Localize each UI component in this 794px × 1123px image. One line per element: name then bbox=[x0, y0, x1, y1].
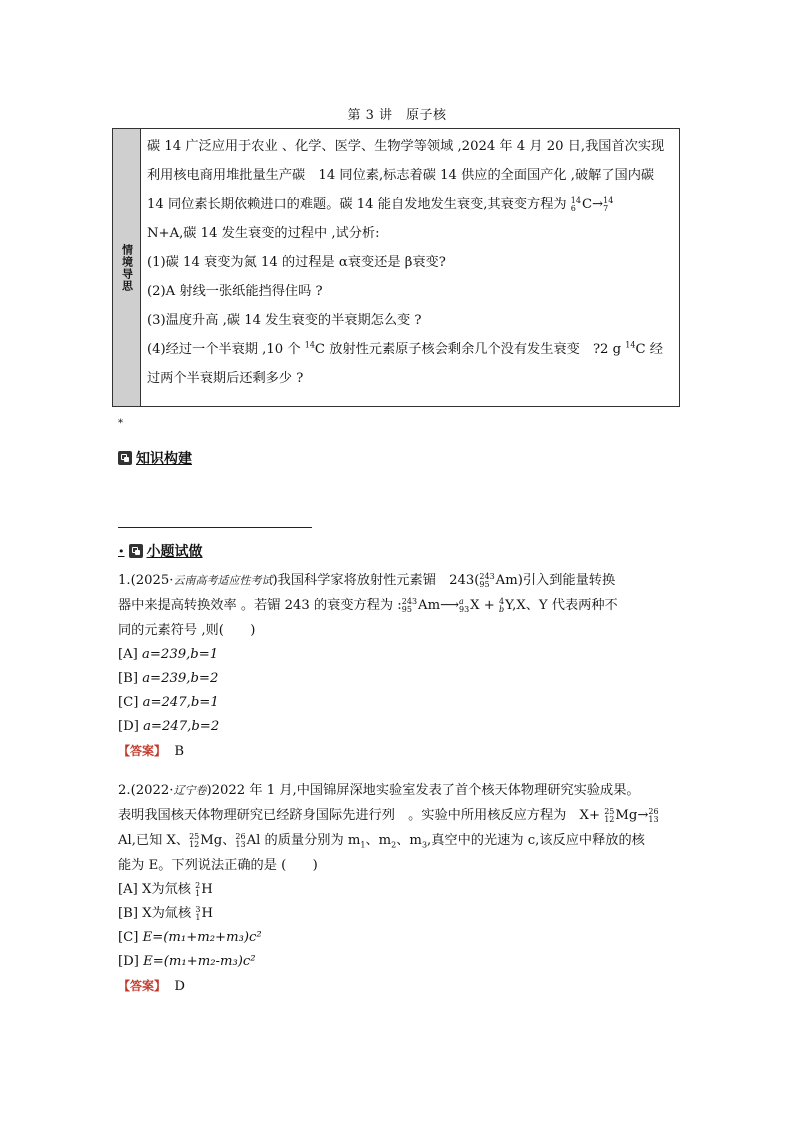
option-c[interactable]: [C] a=247,b=1 bbox=[118, 695, 219, 710]
problem-line: Al,已知 X、 25 12 Mg、 26 13 Al 的质量分别为 $m_1$、$m_2$、$m_3$,真空中的光速为 c,该反应中释放的核 bbox=[118, 831, 645, 850]
page-title: 第 3 讲 原子核 bbox=[347, 108, 447, 123]
problem-line: 1.(2025·云南高考适应性考试)我国科学家将放射性元素镅 243( 243 95 Am)引入到能量转换 bbox=[118, 571, 616, 589]
question-3: (3)温度升高 ,碳 14 发生衰变的半衰期怎么变 ? bbox=[147, 313, 422, 328]
problem-line: 表明我国核天体物理研究已经跻身国际先进行列 。实验中所用核反应方程为 X+ 25 12 Mg→ 26 13 bbox=[118, 806, 659, 824]
star-mark: * bbox=[118, 418, 123, 429]
isotope-c14: 14 6 bbox=[570, 195, 581, 213]
isotope-am243: 243 95 bbox=[401, 596, 418, 614]
section-icon bbox=[118, 451, 132, 465]
isotope-am243: 243 95 bbox=[479, 571, 495, 589]
problem-line: 能为 E。下列说法正确的是 ( ) bbox=[118, 858, 318, 873]
answer-line: 【答案】 D bbox=[118, 979, 185, 994]
option-b[interactable]: [B] a=239,b=2 bbox=[118, 671, 219, 686]
isotope-y: 4 b bbox=[499, 596, 505, 614]
isotope-h2: 2 1 bbox=[195, 880, 201, 898]
question-4-cont: 过两个半衰期后还剩多少 ? bbox=[147, 371, 304, 386]
isotope-mg25: 25 12 bbox=[189, 831, 200, 849]
question-2: (2)A 射线一张纸能挡得住吗 ? bbox=[147, 284, 323, 299]
divider bbox=[118, 527, 312, 528]
isotope-x: a 93 bbox=[458, 596, 470, 614]
context-side-label: 情境导思 bbox=[113, 129, 141, 406]
option-b[interactable]: [B] X为氚核 3 1 H bbox=[118, 904, 213, 922]
option-a[interactable]: [A] X为氘核 2 1 H bbox=[118, 880, 213, 898]
answer-value: D bbox=[174, 979, 185, 994]
option-d[interactable]: [D] E=(m₁+m₂-m₃)c² bbox=[118, 954, 256, 969]
problem-source: 辽宁卷 bbox=[173, 784, 207, 797]
isotope-al26: 26 13 bbox=[235, 831, 246, 849]
section-icon bbox=[129, 544, 143, 558]
problem-line: 2.(2022·辽宁卷)2022 年 1 月,中国锦屏深地实验室发表了首个核天体物理研究实验成果。 bbox=[118, 783, 640, 798]
problem-2 bbox=[118, 778, 683, 998]
option-c[interactable]: [C] E=(m₁+m₂+m₃)c² bbox=[118, 930, 262, 945]
isotope-mg25: 25 12 bbox=[604, 806, 615, 824]
answer-line: 【答案】 B bbox=[118, 744, 185, 759]
question-4: (4)经过一个半衰期 ,10 个 $^{14}$C 放射性元素原子核会剩余几个没有发生衰变 ?2 g $^{14}$C 经 bbox=[147, 340, 663, 357]
option-a[interactable]: [A] a=239,b=1 bbox=[118, 647, 219, 662]
problem-line: 同的元素符号 ,则( ) bbox=[118, 623, 256, 638]
context-line: N+A,碳 14 发生衰变的过程中 ,试分析: bbox=[147, 226, 380, 241]
context-text bbox=[147, 132, 671, 393]
context-line: 碳 14 广泛应用于农业 、化学、医学、生物学等领域 ,2024 年 4 月 20 日,我国首次实现 bbox=[147, 139, 665, 154]
context-box bbox=[112, 128, 680, 407]
context-line: 利用核电商用堆批量生产碳 14 同位素,标志着碳 14 供应的全面国产化 ,破解了国内碳 bbox=[147, 168, 655, 183]
problem-line: 器中来提高转换效率 。若镅 243 的衰变方程为 : 243 95 Am⟶ a 93 X + 4 b Y,X、Y 代表两种不 bbox=[118, 596, 618, 614]
question-1: (1)碳 14 衰变为氮 14 的过程是 α衰变还是 β衰变? bbox=[147, 255, 446, 270]
isotope-h3: 3 1 bbox=[195, 904, 201, 922]
problem-1 bbox=[118, 568, 683, 763]
section-practice-heading: • 小题试做 bbox=[118, 544, 203, 560]
context-line: 14 同位素长期依赖进口的难题。碳 14 能自发地发生衰变,其衰变方程为 14 6 C→ 14 7 bbox=[147, 195, 614, 213]
answer-value: B bbox=[174, 744, 185, 759]
isotope-al26: 26 13 bbox=[648, 806, 659, 824]
isotope-n14: 14 7 bbox=[603, 195, 614, 213]
section-knowledge-heading: 知识构建 bbox=[118, 448, 192, 468]
problem-source: 云南高考适应性考试 bbox=[173, 574, 273, 587]
option-d[interactable]: [D] a=247,b=2 bbox=[118, 719, 220, 734]
